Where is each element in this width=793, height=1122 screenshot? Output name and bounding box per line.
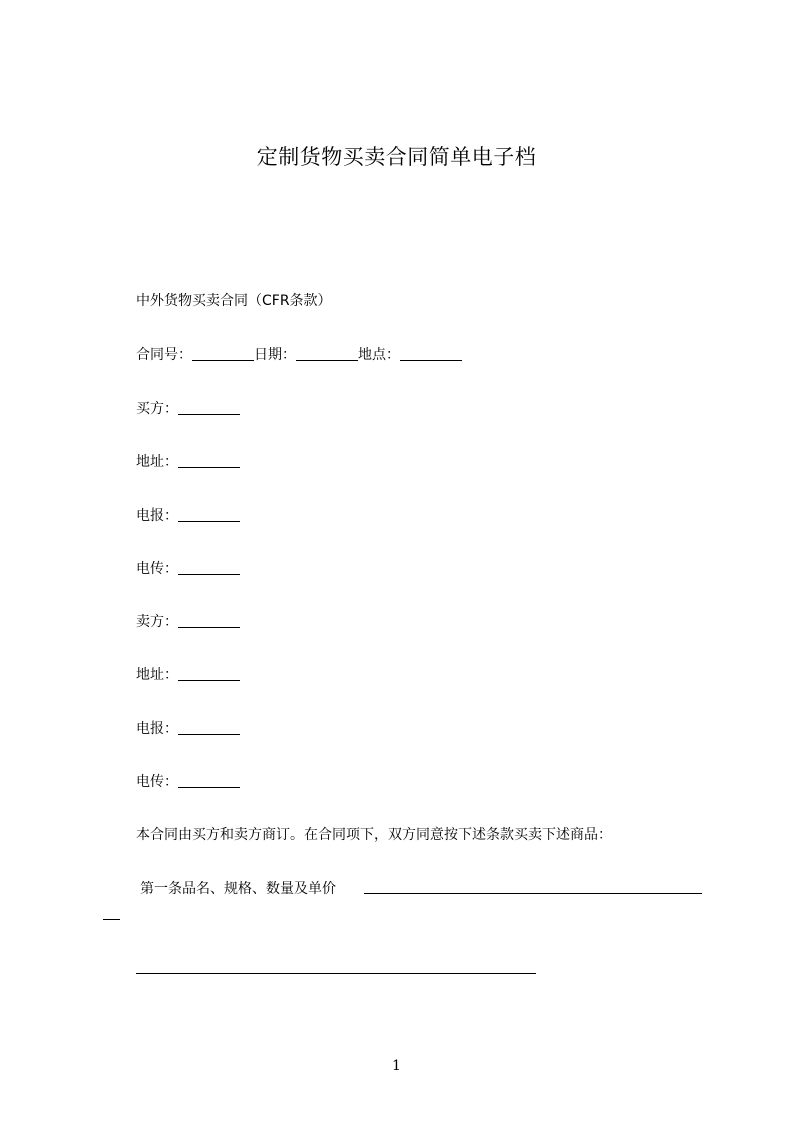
seller-address-line [136, 665, 240, 685]
buyer-blank[interactable] [178, 400, 240, 415]
buyer-address-blank[interactable] [178, 453, 240, 468]
contract-no-blank[interactable] [192, 346, 254, 361]
seller-blank[interactable] [178, 613, 240, 628]
place-label: 地点： [358, 347, 400, 363]
date-blank[interactable] [296, 346, 358, 361]
seller-telegram-label: 电报： [136, 721, 178, 737]
buyer-fax-label: 电传： [136, 561, 178, 577]
buyer-fax-line [136, 559, 240, 579]
article-1-heading: 第一条品名、规格、数量及单价 [140, 881, 336, 897]
seller-address-label: 地址： [136, 667, 178, 683]
buyer-line [136, 399, 240, 419]
seller-fax-blank[interactable] [178, 773, 240, 788]
intro-paragraph: 本合同由买方和卖方商订。在合同项下，双方同意按下述条款买卖下述商品： [136, 827, 612, 843]
buyer-telegram-line [136, 506, 240, 526]
contract-no-label: 合同号： [136, 347, 192, 363]
contract-header-line [136, 345, 462, 365]
document-title: 定制货物买卖合同简单电子档 [256, 145, 537, 169]
buyer-address-label: 地址： [136, 454, 178, 470]
seller-fax-label: 电传： [136, 774, 178, 790]
place-blank[interactable] [400, 346, 462, 361]
buyer-telegram-label: 电报： [136, 508, 178, 524]
seller-fax-line [136, 772, 240, 792]
buyer-address-line [136, 452, 240, 472]
page-number: 1 [392, 1058, 401, 1074]
buyer-telegram-blank[interactable] [178, 507, 240, 522]
article-1-fill-line-2[interactable] [136, 973, 536, 974]
seller-telegram-blank[interactable] [178, 720, 240, 735]
seller-address-blank[interactable] [178, 666, 240, 681]
article-1-fill-line-wrap[interactable] [103, 919, 120, 920]
contract-subtitle: 中外货物买卖合同（CFR条款） [136, 293, 332, 309]
seller-label: 卖方： [136, 614, 178, 630]
buyer-label: 买方： [136, 401, 178, 417]
seller-telegram-line [136, 719, 240, 739]
article-1-fill-line[interactable] [364, 893, 702, 894]
seller-line [136, 612, 240, 632]
buyer-fax-blank[interactable] [178, 560, 240, 575]
date-label: 日期： [254, 347, 296, 363]
